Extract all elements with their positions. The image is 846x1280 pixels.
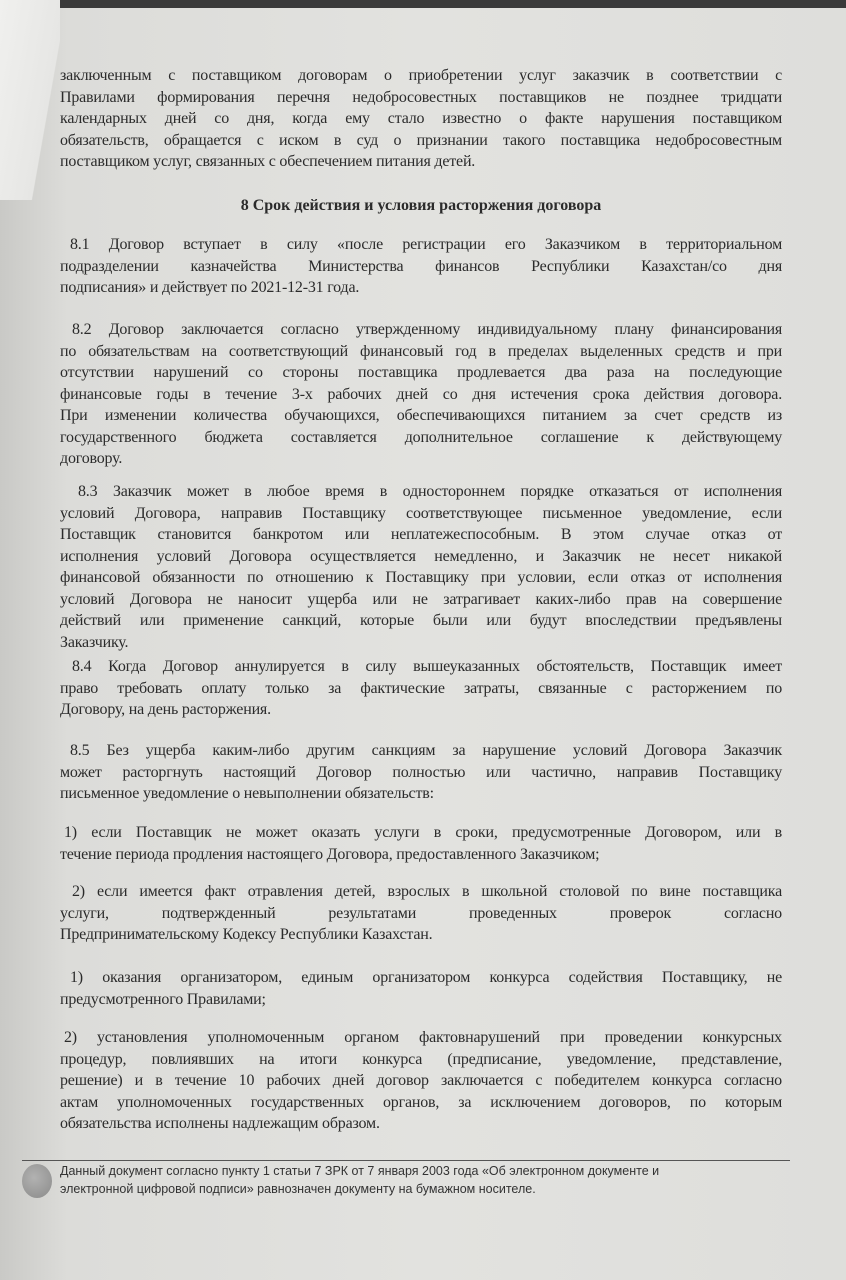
text-line: поставщиком услуг, связанных с обеспечением питания детей. — [60, 153, 476, 170]
paragraph-8.5-2 — [60, 881, 782, 946]
text-line: финансовые годы в течение 3-х рабочих дней со дня истечения срока действия договора. — [60, 385, 782, 403]
footer-line: электронной цифровой подписи» равнозначен документу на бумажном носителе. — [60, 1182, 536, 1196]
text-line: обязательств, обращается с иском в суд о признании такого поставщика недобросовестным — [60, 131, 782, 149]
text-line: 8.1 Договор вступает в силу «после регистрации его Заказчиком в территориальном — [70, 236, 782, 253]
footer-line: Данный документ согласно пункту 1 статьи 7 ЗРК от 7 января 2003 года «Об электронном документе и — [60, 1164, 660, 1178]
text-line: Поставщик становится банкротом или неплатежеспособным. В этом случае отказ от — [60, 526, 782, 543]
paragraph-8.1 — [60, 234, 782, 299]
paragraph-8.5 — [60, 740, 782, 805]
section-heading: 8 Срок действия и условия расторжения договора — [240, 197, 602, 214]
text-line: Заказчику. — [60, 633, 129, 651]
text-line: 2) если имеется факт отравления детей, взрослых в школьной столовой по вине поставщика — [72, 883, 782, 900]
text-line: 2) установления уполномоченным органом фактовнарушений при проведении конкурсных — [64, 1029, 782, 1046]
footer-divider — [22, 1160, 790, 1161]
intro-paragraph — [60, 65, 782, 173]
text-line: Правилами формирования перечня недобросовестных поставщиков не позднее тридцати — [60, 88, 782, 106]
text-line: течение периода продления настоящего Договора, предоставленного Заказчиком; — [60, 845, 600, 863]
e-signature-seal-icon — [22, 1164, 52, 1198]
text-line: Договору, на день расторжения. — [60, 701, 271, 718]
paragraph-8.2 — [60, 319, 782, 470]
text-line: по обязательствам на соответствующий финансовый год в пределах выделенных средств и при — [60, 342, 782, 360]
text-line: подписания» и действует по 2021-12-31 года. — [60, 279, 360, 296]
paragraph-8.4 — [60, 656, 782, 721]
text-line: предусмотренного Правилами; — [60, 990, 266, 1008]
text-line: актам уполномоченных государственных органов, за исключением договоров, по которым — [60, 1093, 782, 1111]
text-line: решение) и в течение 10 рабочих дней договор заключается с победителем конкурса согласно — [60, 1072, 782, 1089]
paragraph-b-2 — [60, 1027, 782, 1135]
paragraph-b-1 — [60, 967, 782, 1010]
text-line: отсутствии нарушений со стороны поставщика продлевается два раза на последующие — [60, 364, 782, 381]
paragraph-8.5-1 — [60, 822, 782, 865]
text-line: 8.3 Заказчик может в любое время в одностороннем порядке отказаться от исполнения — [78, 483, 782, 500]
page-top-edge — [50, 0, 846, 8]
text-line: договору. — [60, 450, 123, 467]
text-line: 1) если Поставщик не может оказать услуги в сроки, предусмотренные Договором, или в — [64, 824, 782, 841]
text-line: может расторгнуть настоящий Договор полностью или частично, направив Поставщику — [60, 763, 782, 781]
text-line: исполнения условий Договора осуществляется немедленно, и Заказчик не несет никакой — [60, 547, 782, 565]
text-line: право требовать оплату только за фактические затраты, связанные с расторжением по — [60, 679, 782, 697]
text-line: 8.2 Договор заключается согласно утвержденному индивидуальному плану финансирования — [72, 321, 782, 338]
text-line: 8.5 Без ущерба каким-либо другим санкциям за нарушение условий Договора Заказчик — [70, 742, 782, 759]
text-line: письменное уведомление о невыполнении обязательств: — [60, 785, 434, 802]
text-line: подразделении казначейства Министерства финансов Республики Казахстан/со дня — [60, 257, 782, 275]
text-line: Предпринимательскому Кодексу Республики Казахстан. — [60, 926, 433, 943]
text-line: 1) оказания организатором, единым организатором конкурса содействия Поставщику, не — [70, 969, 782, 986]
text-line: календарных дней со дня, когда ему стало известно о факте нарушения поставщиком — [60, 110, 782, 127]
text-line: процедур, повлиявших на итоги конкурса (предписание, уведомление, представление, — [60, 1050, 782, 1068]
text-line: условий Договора не наносит ущерба или не затрагивает каких-либо прав на совершение — [60, 590, 782, 608]
text-line: условий Договора, направив Поставщику соответствующее письменное уведомление, если — [60, 504, 782, 522]
adjacent-page — [0, 0, 60, 200]
text-line: действий или применение санкций, которые были или будут впоследствии предъявлены — [60, 612, 782, 629]
paragraph-8.3 — [60, 481, 782, 653]
text-line: услуги, подтвержденный результатами проведенных проверок согласно — [60, 904, 782, 922]
footer-notice — [60, 1162, 780, 1198]
text-line: заключенным с поставщиком договорам о приобретении услуг заказчик в соответствии с — [60, 67, 782, 84]
text-line: государственного бюджета составляется дополнительное соглашение к действующему — [60, 428, 782, 446]
text-line: При изменении количества обучающихся, обеспечивающихся питанием за счет средств из — [60, 407, 782, 424]
text-line: финансовой обязанности по отношению к Поставщику при условии, если отказ от исполнения — [60, 569, 782, 586]
text-line: 8.4 Когда Договор аннулируется в силу вышеуказанных обстоятельств, Поставщик имеет — [72, 658, 782, 675]
text-line: обязательства исполнены надлежащим образом. — [60, 1115, 380, 1132]
